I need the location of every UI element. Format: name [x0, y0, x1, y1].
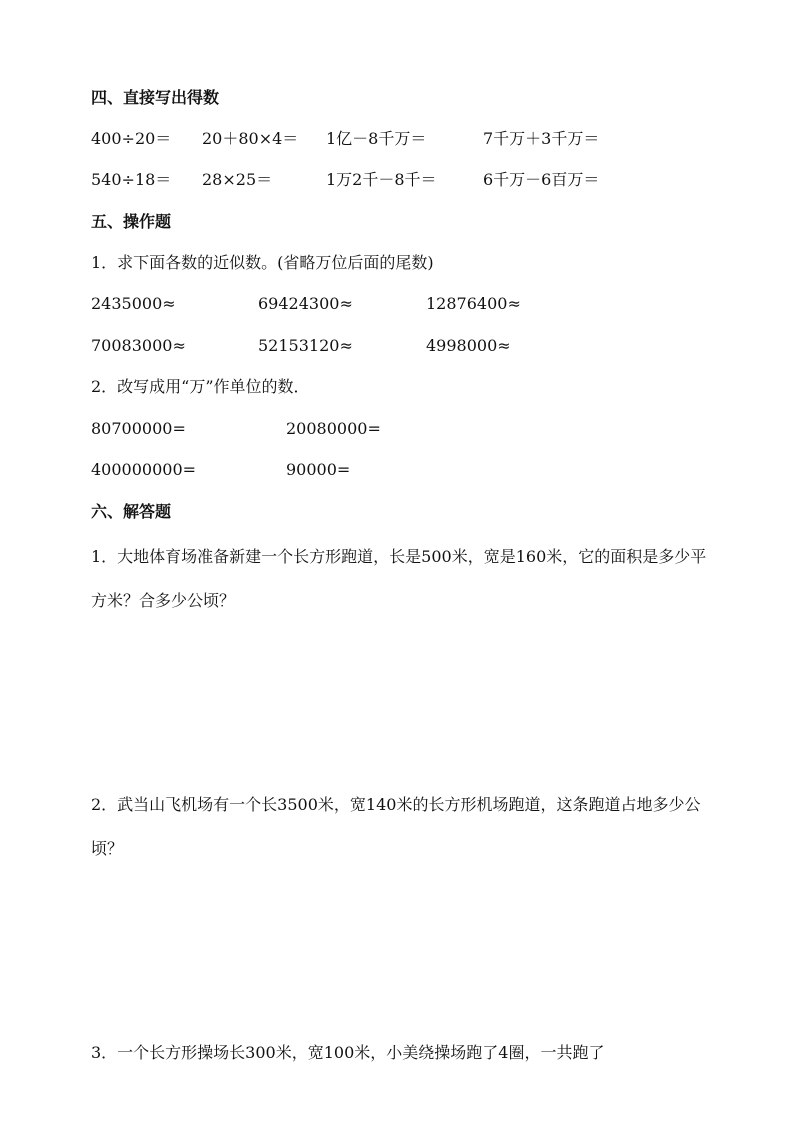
approx-item: 52153120≈	[258, 336, 353, 355]
rewrite-row-1	[91, 418, 711, 440]
approx-item: 70083000≈	[91, 336, 186, 355]
rewrite-item: 90000=	[286, 460, 351, 479]
section-4-row-2	[91, 169, 711, 191]
approx-row-1	[91, 293, 711, 315]
rewrite-row-2	[91, 459, 711, 481]
calc-item: 20＋80×4＝	[202, 129, 299, 148]
rewrite-item: 20080000=	[286, 419, 381, 438]
question-5-2: 2．改写成用“万”作单位的数．	[91, 377, 310, 396]
calc-item: 1万2千－8千＝	[326, 170, 437, 189]
section-4-row-1	[91, 128, 711, 150]
section-5-title: 五、操作题	[91, 212, 172, 231]
approx-row-2	[91, 335, 711, 357]
approx-item: 12876400≈	[426, 294, 521, 313]
calc-item: 7千万＋3千万＝	[483, 129, 600, 148]
calc-item: 1亿－8千万＝	[326, 129, 427, 148]
rewrite-item: 80700000=	[91, 419, 186, 438]
rewrite-item: 400000000=	[91, 460, 197, 479]
calc-item: 400÷20＝	[91, 129, 172, 148]
question-6-1: 1．大地体育场准备新建一个长方形跑道，长是500米，宽是160米，它的面积是多少平方米？合多少公顷？	[91, 547, 707, 610]
question-6-2: 2．武当山飞机场有一个长3500米，宽140米的长方形机场跑道，这条跑道占地多少公顷？	[91, 795, 701, 858]
section-4-title: 四、直接写出得数	[91, 88, 220, 107]
calc-item: 540÷18＝	[91, 170, 172, 189]
calc-item: 28×25＝	[202, 170, 273, 189]
approx-item: 2435000≈	[91, 294, 176, 313]
approx-item: 69424300≈	[258, 294, 353, 313]
calc-item: 6千万－6百万＝	[483, 170, 600, 189]
section-6-title: 六、解答题	[91, 502, 172, 521]
question-6-3: 3．一个长方形操场长300米，宽100米，小美绕操场跑了4圈，一共跑了	[91, 1043, 605, 1062]
question-5-1: 1．求下面各数的近似数。(省略万位后面的尾数)	[91, 253, 434, 272]
approx-item: 4998000≈	[426, 336, 511, 355]
